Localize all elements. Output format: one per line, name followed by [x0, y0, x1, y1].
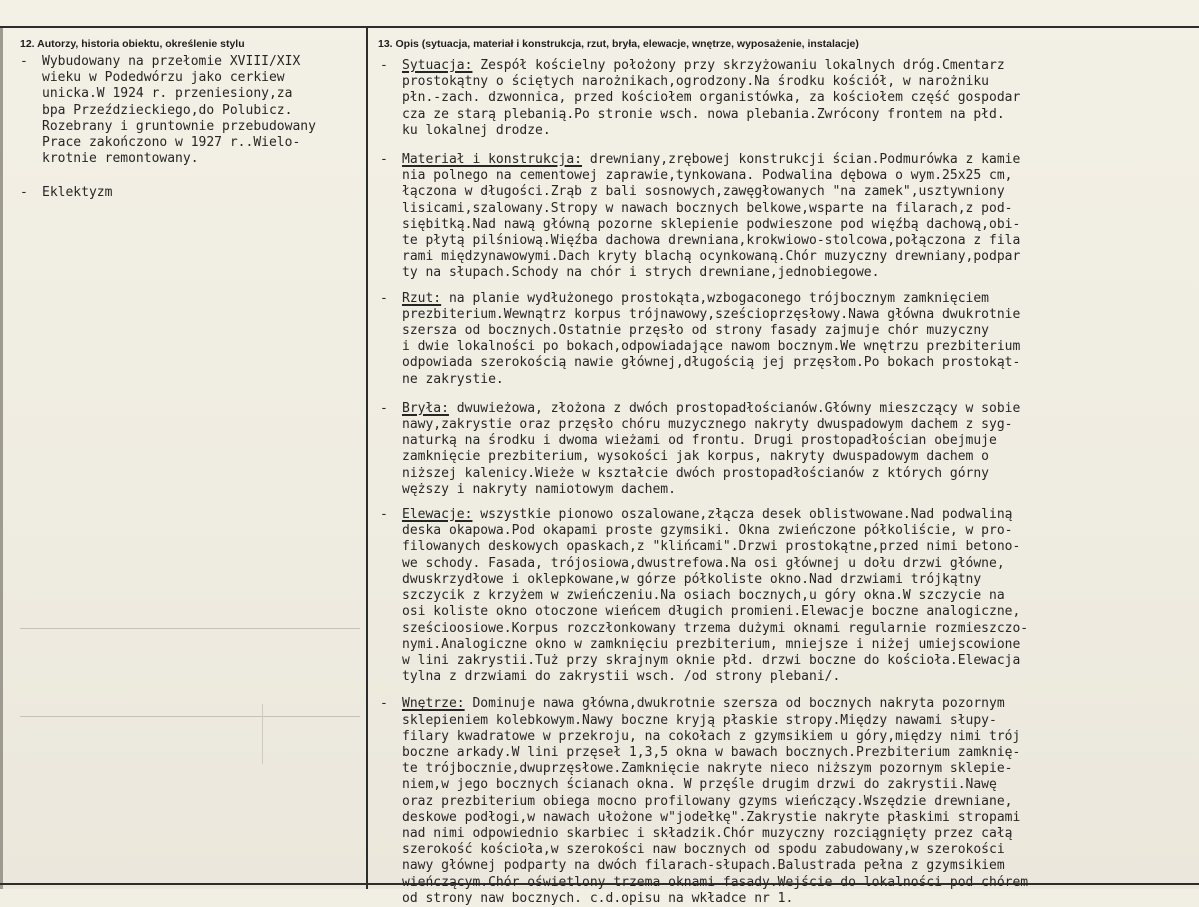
description-line: lisicami,szalowany.Stropy w nawach bocznych belkowe,wsparte na filarach,z pod-	[402, 200, 1013, 216]
description-line	[402, 401, 1197, 417]
top-rule	[0, 26, 1199, 28]
description-line: w lini zakrystii.Tuż przy skrajnym oknie płd. drzwi boczne do kościoła.Elewacja	[402, 652, 1021, 668]
history-line: Wybudowany na przełomie XVIII/XIX	[42, 54, 301, 69]
description-section	[380, 400, 1197, 498]
description-line: nad nimi odpowiednio skarbiec i składzik.Chór muzyczny rozciągnięty przez całą	[402, 825, 1013, 841]
description-line: naturką na środku i dwoma wieżami od frontu. Drugi prostopadłościan obejmuje	[402, 433, 997, 449]
description-section	[380, 696, 1197, 907]
description-line: ty na słupach.Schody na chór i strych drewniane,jednobiegowe.	[402, 265, 880, 281]
description-line: nawy,zakrystie oraz przęsło chóru muzycznego nakryty dwuspadowym dachem z syg-	[402, 417, 1013, 433]
description-line: tylna z drzwiami do zakrystii wsch. /od strony plebani/.	[402, 669, 841, 685]
ghost-rule	[20, 716, 360, 717]
section-dash: -	[380, 290, 388, 306]
description-line: deskowe podłogi,w nawach ułożone w"jodełkę".Zakrystie nakryte płaskimi stropami	[402, 809, 1021, 825]
section-label: Wnętrze:	[402, 696, 465, 712]
description-line: prezbiterium.Wewnątrz korpus trójnawowy,sześcioprzęsłowy.Nawa główna dwukrotnie	[402, 306, 1021, 322]
description-line: od strony naw bocznych. c.d.opisu na wkładce nr 1.	[402, 890, 794, 906]
description-line: te płytą pilśniową.Więźba dachowa drewniana,krokwiowo-stolcowa,połączona z fila	[402, 233, 1021, 249]
section-text: Dominuje nawa główna,dwukrotnie szersza od bocznych nakryta pozornym	[464, 696, 1005, 712]
section-12-header: 12. Autorzy, historia obiektu, określenie stylu	[20, 38, 245, 50]
section-dash: -	[380, 400, 388, 416]
description-section	[380, 507, 1197, 685]
description-line: we schody. Fasada, trójosiowa,dwustrefowa.Na osi głównej u dołu drzwi główne,	[402, 555, 1005, 571]
description-line: filowanych deskowych opaskach,z "klińcami".Drzwi prostokątne,przed nimi betono-	[402, 539, 1021, 555]
history-line: wieku w Podedwórzu jako cerkiew	[42, 70, 285, 86]
description-line: odpowiada szerokością nawie głównej,długością jej przęsłom.Po bokach prostokąt-	[402, 355, 1021, 371]
history-line: krotnie remontowany.	[42, 151, 199, 167]
section-text: wszystkie pionowo oszalowane,złącza desek oblistwowane.Nad podwaliną	[472, 507, 1013, 523]
description-section	[380, 58, 1197, 139]
description-line: oraz prezbiterium obiega mocno profilowany gzyms wieńczący.Wszędzie drewniane,	[402, 793, 1013, 809]
description-section	[380, 152, 1197, 282]
description-line: siębitką.Nad nawą główną pozorne sklepienie podwieszone pod więźbą dachową,obi-	[402, 216, 1021, 232]
section-label: Elewacje:	[402, 507, 473, 523]
style-line: Eklektyzm	[42, 185, 113, 201]
history-entry	[20, 54, 365, 167]
description-line: wieńczącym.Chór oświetlony trzema oknami fasady.Wejście do lokalności pod chórem	[402, 874, 1029, 890]
history-column	[20, 54, 365, 220]
history-line: Rozebrany i gruntownie przebudowany	[42, 118, 316, 134]
description-line: deska okapowa.Pod okapami proste gzymsiki. Okna zwieńczone półkoliście, w pro-	[402, 523, 1013, 539]
description-line: niższej kalenicy.Wieże w kształcie dwóch prostopadłościanów z których górny	[402, 465, 989, 481]
section-label: Rzut:	[402, 290, 442, 306]
description-line	[402, 696, 1197, 712]
description-line: nymi.Analogiczne okno w zamknięciu prezbiterium, mniejsze i niżej umiejscowione	[402, 636, 1021, 652]
description-line: sklepieniem kolebkowym.Nawy boczne kryją płaskie stropy.Między nawami słupy-	[402, 712, 997, 728]
description-section	[380, 290, 1197, 388]
description-line: szersza od bocznych.Ostatnie przęsło od strony fasady zajmuje chór muzyczny	[402, 323, 989, 339]
description-line: sześcioosiowe.Korpus rozczłonkowany trzema dużymi oknami regularnie rozmieszczo-	[402, 620, 1029, 636]
description-line	[402, 291, 1197, 307]
history-line: bpa Przeździeckiego,do Polubicz.	[42, 102, 293, 118]
description-line: filary kwadratowe w przekroju, na cokołach z gzymsikiem u góry,między nimi trój	[402, 728, 1021, 744]
section-dash: -	[380, 696, 388, 712]
section-label: Materiał i konstrukcja:	[402, 152, 583, 168]
description-line	[402, 152, 1197, 168]
ghost-rule	[262, 704, 263, 764]
section-text: dwuwieżowa, złożona z dwóch prostopadłościanów.Główny mieszczący w sobie	[448, 400, 1021, 416]
description-line: osi koliste okno otoczone wieńcem długich promieni.Elewacje boczne analogiczne,	[402, 604, 1021, 620]
history-line: Prace zakończono w 1927 r..Wielo-	[42, 135, 301, 151]
section-dash: -	[380, 152, 388, 168]
description-line: ku lokalnej drodze.	[402, 122, 551, 138]
section-label: Sytuacja:	[402, 58, 473, 73]
description-line: i dwie lokalności po bokach,odpowiadające nawom bocznym.We wnętrzu prezbiterium	[402, 339, 1021, 355]
description-line: nawy głównej podparty na dwóch filarach-słupach.Balustrada pełna z gzymsikiem	[402, 858, 1005, 874]
section-text: na planie wydłużonego prostokąta,wzbogaconego trójbocznym zamknięciem	[441, 290, 990, 306]
section-13-header: 13. Opis (sytuacja, materiał i konstrukcja, rzut, bryła, elewacje, wnętrze, wyposażenie, instalacje)	[378, 38, 859, 50]
description-line: węższy i nakryty namiotowym dachem.	[402, 481, 676, 497]
description-line: nia polnego na cementowej zaprawie,tynkowana. Podwalina dębowa o wym.25x25 cm,	[402, 168, 1013, 184]
description-line: ne zakrystie.	[402, 371, 504, 387]
description-line: szczycik z krzyżem w zwieńczeniu.Na osiach bocznych,u góry okna.W szczycie na	[402, 588, 1005, 604]
description-line: te trójbocznie,dwuprzęsłowe.Zamknięcie nakryte nieco niższym pozornym sklepie-	[402, 761, 1013, 777]
section-text: Zespół kościelny położony przy skrzyżowaniu lokalnych dróg.Cmentarz	[472, 58, 1005, 73]
description-line: niem,w jego bocznych ścianach okna. W przęśle drugim drzwi do zakrystii.Nawę	[402, 777, 997, 793]
description-line	[402, 58, 1197, 74]
section-dash: -	[380, 507, 388, 523]
left-edge-line	[0, 28, 3, 889]
description-line	[402, 507, 1197, 523]
style-entry	[20, 185, 365, 201]
description-line: dwuskrzydłowe i oklepkowane,w górze półkoliste okno.Nad drzwiami trójkątny	[402, 571, 982, 587]
ghost-rule	[20, 628, 360, 629]
description-line: prostokątny o ściętych narożnikach,ogrodzony.Na środku kościół, w narożniku	[402, 74, 989, 90]
column-divider	[366, 28, 368, 889]
description-line: szerokość kościoła,w szerokości naw bocznych od spodu zabudowany,w szerokości	[402, 842, 1005, 858]
description-line: płn.-zach. dzwonnica, przed kościołem organistówka, za kościołem część gospodar	[402, 90, 1021, 106]
description-column	[380, 48, 1197, 907]
section-text: drewniany,zrębowej konstrukcji ścian.Podmurówka z kamie	[582, 152, 1021, 168]
description-line: rami międzynawowymi.Dach kryty blachą ocynkowaną.Chór muzyczny drewniany,podpar	[402, 249, 1021, 265]
description-line: zamknięcie prezbiterium, wysokości jak korpus, nakryty dwuspadowym dachem o	[402, 449, 989, 465]
history-line: unicka.W 1924 r. przeniesiony,za	[42, 86, 293, 102]
entry-dash: -	[20, 185, 28, 201]
description-line: łączona w długości.Zrąb z bali sosnowych,zawęgłowanych "na zamek",usztywniony	[402, 184, 1005, 200]
description-line: boczne arkady.W lini przęseł 1,3,5 okna w bawach bocznych.Prezbiterium zamknię-	[402, 744, 1021, 760]
section-label: Bryła:	[402, 400, 449, 416]
description-line: cza ze starą plebanią.Po stronie wsch. nowa plebania.Zwrócony frontem na płd.	[402, 106, 1005, 122]
section-dash: -	[380, 58, 388, 73]
entry-dash: -	[20, 54, 28, 69]
